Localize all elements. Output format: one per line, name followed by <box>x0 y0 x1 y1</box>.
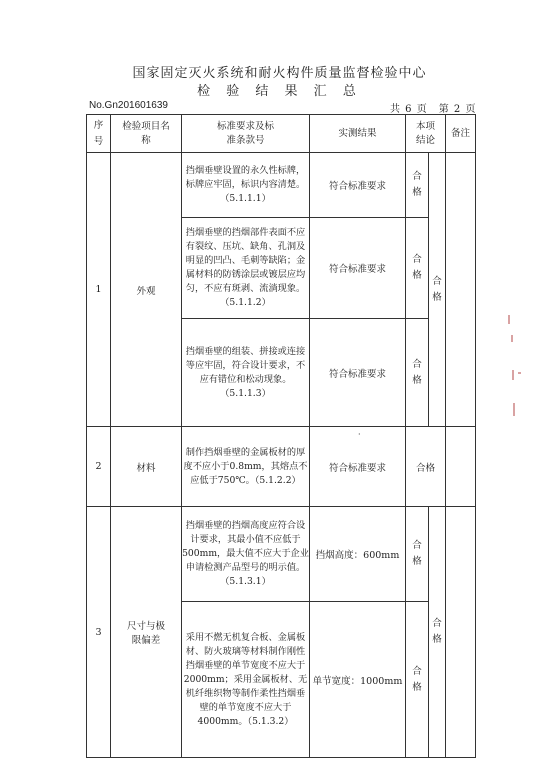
seal-mark <box>518 372 521 374</box>
table-row <box>87 507 476 602</box>
requirement-cell: 挡烟垂壁的挡烟部件表面不应有裂纹、压坑、缺角、孔洞及明显的凹凸、毛刺等缺陷；金属材料的防锈涂层或镀层应均匀，不应有斑剥、流淌现象。（5.1.1.2） <box>182 218 310 319</box>
group-item: 材料 <box>111 427 182 507</box>
requirement-cell: 挡烟垂壁的组装、拼接或连接等应牢固，符合设计要求，不应有错位和松动现象。（5.1.1.3） <box>182 319 310 427</box>
requirement-cell: 挡烟垂壁设置的永久性标牌，标牌应牢固，标识内容清楚。（5.1.1.1） <box>182 153 310 218</box>
row-conclusion-cell: 合格 <box>406 319 429 427</box>
seal-mark <box>512 370 514 380</box>
header-conclusion: 本项结论 <box>406 115 446 153</box>
group-item: 尺寸与极限偏差 <box>111 507 182 758</box>
header-requirement: 标准要求及标准条款号 <box>182 115 310 153</box>
header-item: 检验项目名称 <box>111 115 182 153</box>
result-cell: 符合标准要求 <box>310 153 406 218</box>
group-no: 1 <box>87 153 111 427</box>
page-info: 共 6 页 第 2 页 <box>390 104 477 115</box>
result-cell: 符合标准要求 <box>310 218 406 319</box>
requirement-cell: 采用不燃无机复合板、金属板材、防火玻璃等材料制作刚性挡烟垂壁的单节宽度不应大于2000mm；采用金属板材、无机纤维织物等制作柔性挡烟垂壁的单节宽度不应大于4000mm。（5.1.3.2） <box>182 602 310 758</box>
document-subtitle: 检 验 结 果 汇 总 <box>197 84 362 99</box>
remark-cell <box>446 427 476 507</box>
requirement-cell: 挡烟垂壁的挡烟高度应符合设计要求，其最小值不应低于500mm，最大值不应大于企业申请检测产品型号的明示值。（5.1.3.1） <box>182 507 310 602</box>
table-row <box>87 427 476 507</box>
group-item: 外观 <box>111 153 182 427</box>
result-cell: 符合标准要求 <box>310 319 406 427</box>
report-number: No.Gn201601639 <box>89 100 168 111</box>
seal-mark <box>508 315 510 324</box>
row-conclusion-cell: 合格 <box>406 153 429 218</box>
row-conclusion-cell: 合格 <box>406 218 429 319</box>
result-cell: 挡烟高度：600mm <box>310 507 406 602</box>
result-cell: 单节宽度：1000mm <box>310 602 406 758</box>
table-row <box>87 153 476 218</box>
row-conclusion-cell: 合格 <box>406 602 429 758</box>
document-title: 国家固定灭火系统和耐火构件质量监督检验中心 <box>132 66 427 81</box>
seal-mark <box>513 403 515 416</box>
group-no: 2 <box>87 427 111 507</box>
group-no: 3 <box>87 507 111 758</box>
row-conclusion-cell: 合格 <box>406 507 429 602</box>
group-conclusion-cell: 合格 <box>406 427 446 507</box>
header-result: 实测结果 <box>310 115 406 153</box>
requirement-cell: 制作挡烟垂壁的金属板材的厚度不应小于0.8mm，其熔点不应低于750℃。（5.1.2.2） <box>182 427 310 507</box>
ink-dot: · <box>358 430 361 439</box>
seal-mark <box>511 335 513 342</box>
table-header-row <box>87 115 476 153</box>
result-cell: 符合标准要求 <box>310 427 406 507</box>
header-remark: 备注 <box>446 115 476 153</box>
group-conclusion-cell: 合格 <box>429 507 446 758</box>
remark-cell <box>446 153 476 427</box>
group-conclusion-cell: 合格 <box>429 153 446 427</box>
results-table <box>86 114 476 758</box>
remark-cell <box>446 507 476 758</box>
header-no: 序号 <box>87 115 111 153</box>
